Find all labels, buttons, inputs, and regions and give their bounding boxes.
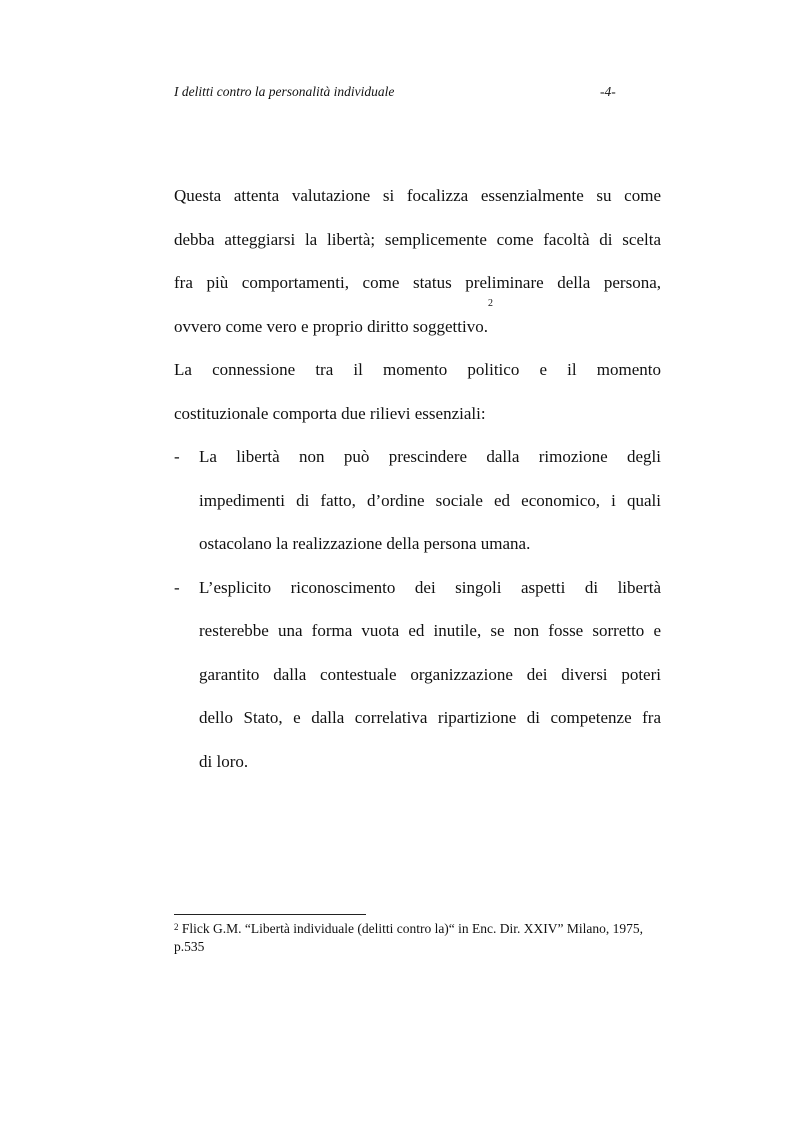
footnote-line: p.535 (174, 939, 205, 954)
footnote (174, 920, 654, 956)
list-item-line: dello Stato, e dalla correlativa ripartizione di competenze fra (199, 708, 661, 727)
footnote-text: Flick G.M. “Libertà individuale (delitti contro la)“ in Enc. Dir. XXIV” Milano, 1975, (178, 921, 644, 936)
body-line-with-footnote (174, 297, 661, 349)
body-line: debba atteggiarsi la libertà; semplicemente come facoltà di scelta (174, 229, 661, 249)
paragraph-1 (174, 174, 661, 348)
footnote-line (174, 920, 654, 938)
body-line: fra più comportamenti, come status preliminare della persona, (174, 273, 661, 292)
body-line: La connessione tra il momento politico e il momento (174, 360, 661, 379)
list-item (174, 435, 661, 566)
list-item (174, 566, 661, 784)
header-title: I delitti contro la personalità individuale (174, 84, 395, 99)
body-line: costituzionale comporta due rilievi essenziali: (174, 403, 486, 423)
bullet-dash: - (174, 447, 180, 466)
running-header (174, 84, 624, 100)
footnote-divider (174, 914, 366, 915)
paragraph-2 (174, 348, 661, 435)
page-number: -4- (600, 84, 616, 99)
footnote-number: 2 (174, 922, 179, 932)
body-text (174, 174, 661, 783)
footnote-reference[interactable]: 2 (487, 297, 493, 309)
list-item-line: resterebbe una forma vuota ed inutile, se non fosse sorretto e (199, 621, 661, 640)
list-item-line: ostacolano la realizzazione della persona umana. (199, 534, 531, 553)
list-item-line: di loro. (199, 751, 249, 771)
list-item-line: garantito dalla contestuale organizzazione dei diversi poteri (199, 664, 661, 684)
bullet-dash: - (174, 577, 180, 597)
list-item-line: L’esplicito riconoscimento dei singoli aspetti di libertà (199, 577, 661, 597)
body-line: Questa attenta valutazione si focalizza essenzialmente su come (174, 186, 661, 205)
list-item-line: La libertà non può prescindere dalla rimozione degli (199, 447, 661, 466)
body-line-text: ovvero come vero e proprio diritto soggettivo. (174, 316, 488, 336)
list-item-line: impedimenti di fatto, d’ordine sociale ed economico, i quali (199, 490, 661, 510)
